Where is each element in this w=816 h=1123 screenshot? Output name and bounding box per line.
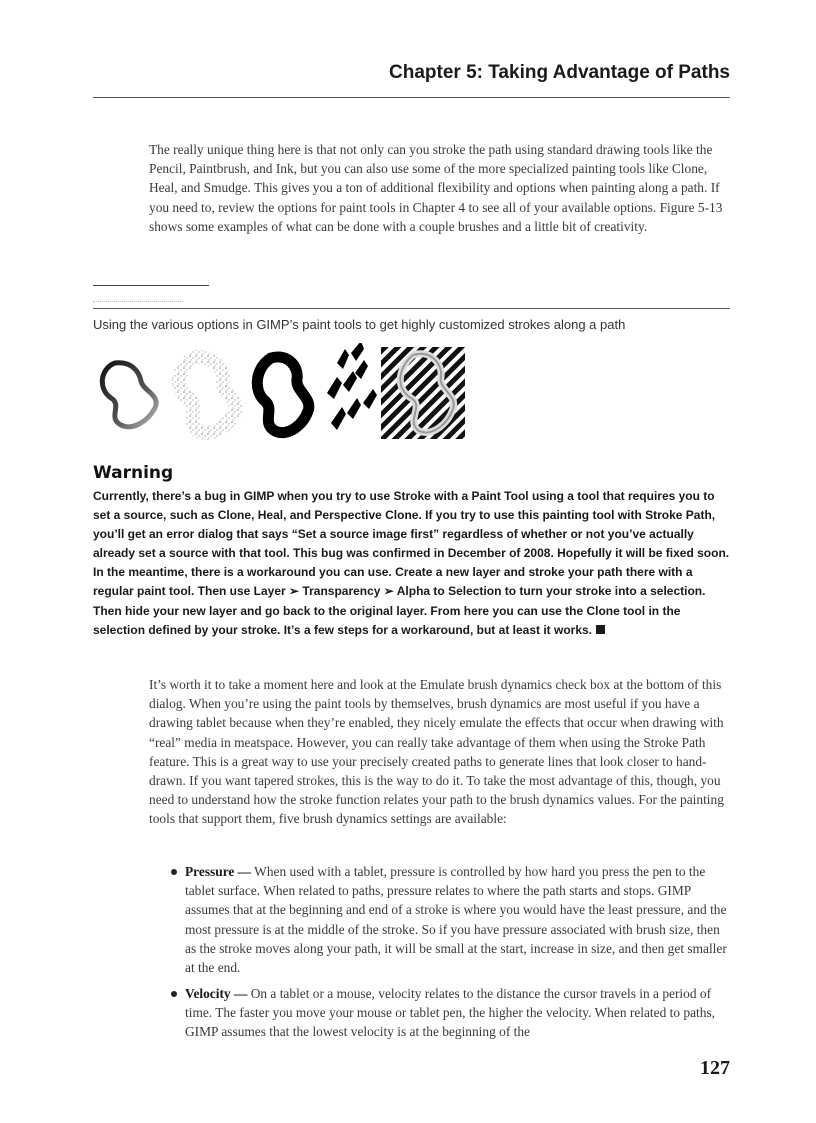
warning-body [93, 487, 733, 640]
figure-label-rule [93, 285, 209, 286]
figure-caption: Using the various options in GIMP’s paint tools to get highly customized strokes along a path [93, 317, 626, 332]
body-paragraph: It’s worth it to take a moment here and look at the Emulate brush dynamics check box at the bottom of this dialog. When you’re using the paint tools by themselves, brush dynamics are most useful if you have a drawing tablet because when they’re enabled, they nicely emulate the effects that occur when drawing with “real” media in meatspace. However, you can really take advantage of them when using the Stroke Path feature. This is a great way to use your precisely created paths to generate lines that look closer to hand-drawn. If you want tapered strokes, this is the way to do it. To take the most advantage of this, though, you need to understand how the stroke function relates your path to the brush dynamics values. For the painting tools that support them, five brush dynamics settings are available: [149, 677, 724, 827]
warning-text: Currently, there’s a bug in GIMP when you try to use Stroke with a Paint Tool using a tool that requires you to set a source, such as Clone, Heal, and Perspective Clone. If you try to use this painting tool with Stroke Path, you’ll get an error dialog that says “Set a source image first” regardless of whether or not you’ve actually already set a source with that tool. This bug was confirmed in December of 2008. Hopefully it will be fixed soon. In the meantime, there is a workaround you can use. Create a new layer and stroke your path there with a regular paint tool. Then use Layer ➢ Transparency ➢ Alpha to Selection to turn your stroke into a selection. Then hide your new layer and go back to the original layer. From here you can use the Clone tool in the selection defined by your stroke. It’s a few steps for a workaround, but at least it works. [93, 489, 730, 637]
ink-stroke [257, 357, 309, 433]
bullet-icon [171, 869, 177, 875]
hatched-stroke [381, 347, 465, 439]
chapter-header: Chapter 5: Taking Advantage of Paths [389, 62, 730, 83]
intro-paragraph: The really unique thing here is that not only can you stroke the path using standard drawing tools like the Pencil, Paintbrush, and Ink, but you can also use some of the more specialized painting tools like Clone, Heal, and Smudge. This gives you a ton of additional flexibility and options when painting along a path. If you need to, review the options for paint tools in Chapter 4 to see all of your available options. Figure 5-13 shows some examples of what can be done with a couple brushes and a little bit of creativity. [149, 142, 723, 234]
gradient-stroke [102, 363, 156, 427]
figure-rule [93, 308, 730, 309]
brush-leaves-stroke [327, 343, 377, 430]
bullet-text: On a tablet or a mouse, velocity relates to the distance the cursor travels in a period of time. The faster you move your mouse or tablet pen, the higher the velocity. When related to paths, GIMP assumes that the lowest velocity is at the beginning of the [185, 986, 716, 1040]
page-number: 127 [700, 1057, 730, 1079]
stroke-examples-figure [93, 343, 473, 443]
end-mark-icon [596, 625, 605, 634]
speckled-stroke [179, 357, 236, 433]
list-item [185, 984, 733, 1042]
warning-title: Warning [93, 463, 174, 483]
figure-label-dots [93, 301, 183, 304]
bullet-list-pressure [185, 862, 733, 977]
header-rule [93, 97, 730, 98]
bullet-term: Pressure — [185, 864, 252, 879]
bullet-text: When used with a tablet, pressure is controlled by how hard you press the pen to the tablet surface. When related to paths, pressure relates to where the path starts and stops. GIMP assumes that at the beginning and end of a stroke is where you would have the least pressure, and the most pressure is at the middle of the stroke. So if you have pressure associated with brush size, then as the stroke moves along your path, it will be small at the start, increase in size, and then get smaller at the end. [185, 864, 727, 976]
bullet-term: Velocity — [185, 986, 248, 1001]
bullet-icon [171, 991, 177, 997]
list-item [185, 862, 733, 977]
bullet-list-velocity [185, 984, 733, 1042]
stroke-examples-image [93, 343, 473, 443]
